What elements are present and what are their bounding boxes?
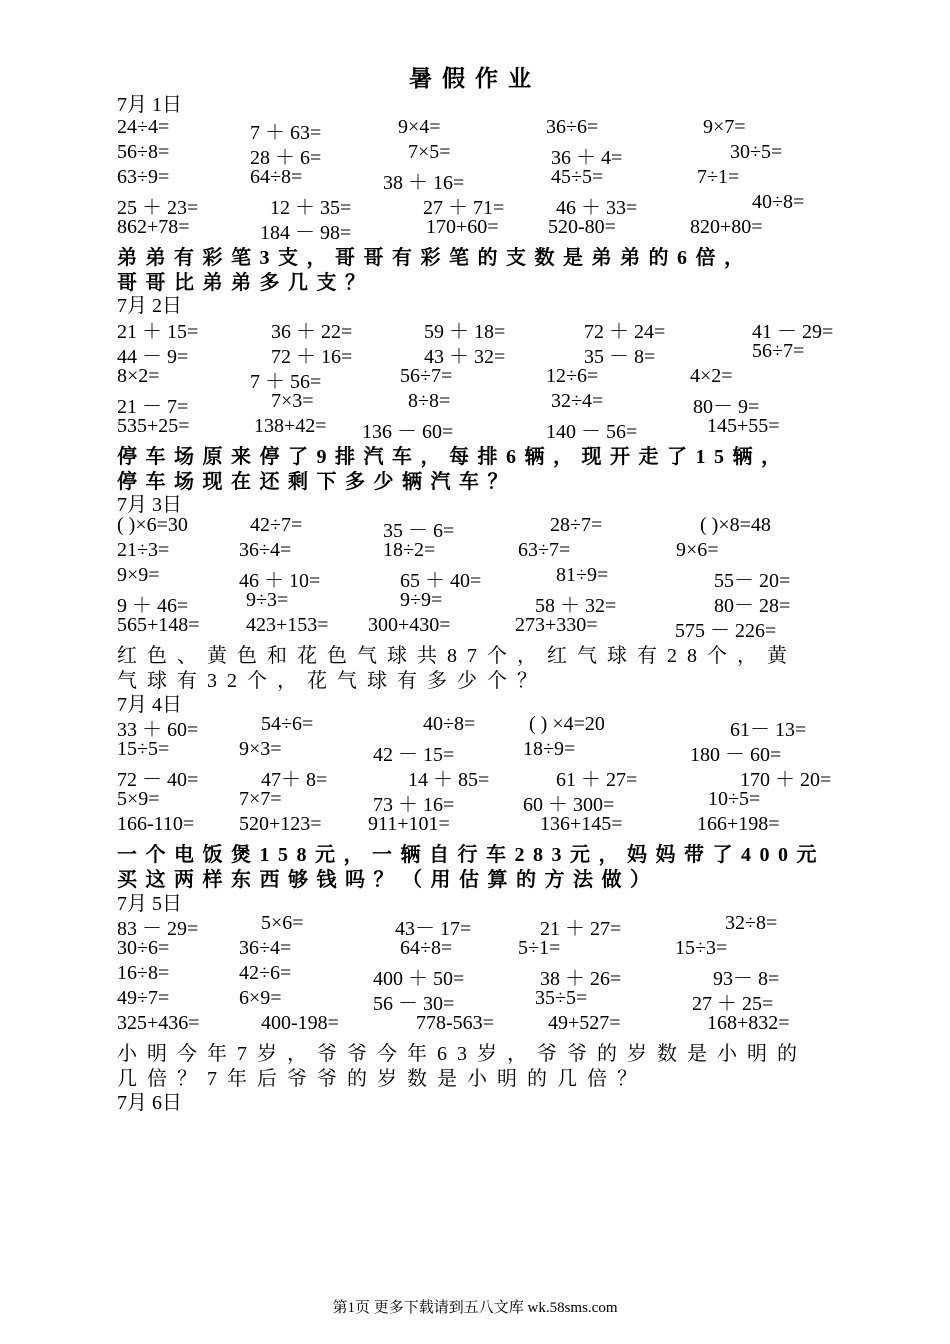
exercise-item: 18÷9= — [523, 738, 576, 760]
exercise-row — [0, 813, 950, 837]
exercise-item: 28 ＋ 6= — [250, 147, 322, 169]
exercise-item: 47＋ 8= — [261, 769, 328, 791]
page-footer: 第1页 更多下载请到五八文库 wk.58sms.com — [332, 1300, 618, 1316]
exercise-row — [0, 738, 950, 766]
exercise-item: 18÷2= — [383, 539, 436, 561]
exercise-item: 25 ＋ 23= — [117, 197, 199, 219]
exercise-item: 565+148= — [117, 614, 200, 636]
exercise-item: 9×6= — [676, 539, 719, 561]
exercise-row — [0, 788, 950, 816]
day-date-label: 7月 1日 — [117, 94, 182, 116]
exercise-item: 7÷1= — [697, 166, 740, 188]
exercise-item: 9÷9= — [400, 589, 443, 611]
exercise-item: 14 ＋ 85= — [408, 769, 490, 791]
exercise-row — [0, 166, 950, 194]
exercise-item: 12÷6= — [546, 365, 599, 387]
exercise-item: 180 － 60= — [690, 744, 782, 766]
exercise-item: 80－ 9= — [693, 396, 760, 418]
exercise-item: 56÷8= — [117, 141, 170, 163]
exercise-row — [0, 340, 950, 368]
day-date-label: 7月 6日 — [117, 1092, 182, 1114]
exercise-item: 9÷3= — [246, 589, 289, 611]
exercise-row — [0, 763, 950, 791]
exercise-item: 145+55= — [707, 415, 780, 437]
word-problem-line: 弟弟有彩笔3支，哥哥有彩笔的支数是弟弟的6倍， — [117, 247, 753, 269]
exercise-item: 7 ＋ 56= — [250, 371, 322, 393]
exercise-item: 166+198= — [697, 813, 780, 835]
word-problem-line: 红色、黄色和花色气球共87个，红气球有28个，黄 — [117, 645, 797, 667]
exercise-item: 520-80= — [548, 216, 616, 238]
exercise-item: 400-198= — [261, 1012, 339, 1034]
word-problem-line: 小明今年7岁，爷爷今年63岁，爷爷的岁数是小明的 — [117, 1043, 807, 1065]
exercise-row — [0, 390, 950, 418]
exercise-item: 56÷7= — [400, 365, 453, 387]
exercise-item: 778-563= — [416, 1012, 494, 1034]
exercise-item: 140 － 56= — [546, 421, 638, 443]
exercise-item: 7×3= — [271, 390, 314, 412]
exercise-item: 59 ＋ 18= — [424, 321, 506, 343]
exercise-item: 45÷5= — [551, 166, 604, 188]
exercise-item: 16÷8= — [117, 962, 170, 984]
exercise-item: 5×6= — [261, 912, 304, 934]
exercise-item: 56÷7= — [752, 340, 805, 362]
exercise-item: 24÷4= — [117, 116, 170, 138]
exercise-row — [0, 1012, 950, 1036]
exercise-item: 862+78= — [117, 216, 190, 238]
exercise-item: 36 ＋ 22= — [271, 321, 353, 343]
exercise-item: 54÷6= — [261, 713, 314, 735]
exercise-item: 8×2= — [117, 365, 160, 387]
exercise-item: 83 － 29= — [117, 918, 199, 940]
exercise-item: 63÷7= — [518, 539, 571, 561]
word-problem-line: 买这两样东西够钱吗？（用估算的方法做） — [117, 869, 659, 891]
exercise-item: 4×2= — [690, 365, 733, 387]
exercise-item: 9×9= — [117, 564, 160, 586]
exercise-item: 423+153= — [246, 614, 329, 636]
exercise-item: 61－ 13= — [730, 719, 807, 741]
exercise-item: 7×7= — [239, 788, 282, 810]
exercise-item: 325+436= — [117, 1012, 200, 1034]
exercise-item: 9×3= — [239, 738, 282, 760]
exercise-item: 820+80= — [690, 216, 763, 238]
exercise-item: 42÷6= — [239, 962, 292, 984]
exercise-row — [0, 564, 950, 592]
exercise-item: 5×9= — [117, 788, 160, 810]
exercise-item: 30÷5= — [730, 141, 783, 163]
exercise-item: 73 ＋ 16= — [373, 794, 455, 816]
exercise-item: 33 ＋ 60= — [117, 719, 199, 741]
exercise-row — [0, 315, 950, 343]
exercise-row — [0, 365, 950, 393]
exercise-item: 61 ＋ 27= — [556, 769, 638, 791]
exercise-item: 166-110= — [117, 813, 195, 835]
exercise-row — [0, 937, 950, 961]
exercise-row — [0, 191, 950, 219]
exercise-item: 35÷5= — [535, 987, 588, 1009]
exercise-item: 64÷8= — [250, 166, 303, 188]
exercise-item: 30÷6= — [117, 937, 170, 959]
exercise-item: 64÷8= — [400, 937, 453, 959]
exercise-row — [0, 987, 950, 1015]
exercise-item: 93－ 8= — [713, 968, 780, 990]
exercise-item: 35 － 6= — [383, 520, 455, 542]
exercise-item: 80－ 28= — [714, 595, 791, 617]
exercise-item: 400 ＋ 50= — [373, 968, 465, 990]
exercise-item: 63÷9= — [117, 166, 170, 188]
exercise-item: 184 － 98= — [260, 222, 352, 244]
exercise-item: 535+25= — [117, 415, 190, 437]
exercise-item: 300+430= — [368, 614, 451, 636]
exercise-item: 27 ＋ 71= — [423, 197, 505, 219]
exercise-item: 49÷7= — [117, 987, 170, 1009]
exercise-row — [0, 539, 950, 563]
exercise-item: 15÷5= — [117, 738, 170, 760]
exercise-item: 36÷4= — [239, 937, 292, 959]
exercise-item: 35 － 8= — [584, 346, 656, 368]
exercise-row — [0, 415, 950, 443]
exercise-item: 136 － 60= — [362, 421, 454, 443]
exercise-row — [0, 216, 950, 244]
exercise-item: 32÷4= — [551, 390, 604, 412]
exercise-row — [0, 116, 950, 144]
exercise-item: 7 ＋ 63= — [250, 122, 322, 144]
exercise-row — [0, 962, 950, 990]
exercise-item: 36÷6= — [546, 116, 599, 138]
exercise-item: 28÷7= — [550, 514, 603, 536]
exercise-item: 72 ＋ 24= — [584, 321, 666, 343]
exercise-item: 168+832= — [707, 1012, 790, 1034]
word-problem-line: 停车场原来停了9排汽车，每排6辆，现开走了15辆， — [117, 446, 790, 468]
exercise-item: 32÷8= — [725, 912, 778, 934]
exercise-item: 138+42= — [254, 415, 327, 437]
exercise-item: 36÷4= — [239, 539, 292, 561]
exercise-item: 273+330= — [515, 614, 598, 636]
exercise-item: 21 － 7= — [117, 396, 189, 418]
exercise-item: 65 ＋ 40= — [400, 570, 482, 592]
exercise-item: 46 ＋ 10= — [239, 570, 321, 592]
exercise-item: 21 ＋ 15= — [117, 321, 199, 343]
exercise-item: 42 － 15= — [373, 744, 455, 766]
exercise-item: 72 ＋ 16= — [271, 346, 353, 368]
exercise-item: 44 － 9= — [117, 346, 189, 368]
exercise-item: 60 ＋ 300= — [523, 794, 615, 816]
exercise-item: 8÷8= — [408, 390, 451, 412]
word-problem-line: 一个电饭煲158元，一辆自行车283元，妈妈带了400元 — [117, 844, 825, 866]
exercise-item: 42÷7= — [250, 514, 303, 536]
exercise-row — [0, 514, 950, 542]
exercise-item: ( ) ×4=20 — [529, 713, 605, 735]
day-date-label: 7月 4日 — [117, 694, 182, 716]
exercise-item: 6×9= — [239, 987, 282, 1009]
word-problem-line: 停车场现在还剩下多少辆汽车？ — [117, 471, 516, 493]
exercise-item: 170+60= — [426, 216, 499, 238]
exercise-item: ( )×8=48 — [700, 514, 771, 536]
exercise-item: 9×7= — [703, 116, 746, 138]
exercise-item: 43 ＋ 32= — [424, 346, 506, 368]
exercise-item: 40÷8= — [423, 713, 476, 735]
exercise-item: 12 ＋ 35= — [270, 197, 352, 219]
exercise-item: 36 ＋ 4= — [551, 147, 623, 169]
exercise-row — [0, 589, 950, 617]
exercise-item: 56 － 30= — [373, 993, 455, 1015]
exercise-item: 27 ＋ 25= — [692, 993, 774, 1015]
exercise-item: 81÷9= — [556, 564, 609, 586]
exercise-item: 170 ＋ 20= — [740, 769, 832, 791]
day-date-label: 7月 5日 — [117, 893, 182, 915]
exercise-item: 7×5= — [408, 141, 451, 163]
exercise-item: 15÷3= — [675, 937, 728, 959]
exercise-item: 5÷1= — [518, 937, 561, 959]
word-problem-line: 哥哥比弟弟多几支？ — [117, 272, 374, 294]
exercise-item: 46 ＋ 33= — [556, 197, 638, 219]
exercise-item: 9 ＋ 46= — [117, 595, 189, 617]
exercise-item: 72 － 40= — [117, 769, 199, 791]
word-problem-line: 几倍？7年后爷爷的岁数是小明的几倍？ — [117, 1068, 647, 1090]
exercise-item: 58 ＋ 32= — [535, 595, 617, 617]
exercise-item: 21÷3= — [117, 539, 170, 561]
exercise-item: 38 ＋ 26= — [540, 968, 622, 990]
day-date-label: 7月 3日 — [117, 494, 182, 516]
exercise-item: 10÷5= — [708, 788, 761, 810]
exercise-item: ( )×6=30 — [117, 514, 188, 536]
exercise-row — [0, 713, 950, 741]
exercise-item: 911+101= — [368, 813, 450, 835]
exercise-item: 575 － 226= — [675, 620, 777, 642]
exercise-item: 21 ＋ 27= — [540, 918, 622, 940]
exercise-item: 9×4= — [398, 116, 441, 138]
exercise-item: 40÷8= — [752, 191, 805, 213]
exercise-row — [0, 614, 950, 642]
exercise-row — [0, 912, 950, 940]
exercise-item: 55－ 20= — [714, 570, 791, 592]
exercise-item: 43－ 17= — [395, 918, 472, 940]
exercise-item: 41 － 29= — [752, 321, 834, 343]
day-date-label: 7月 2日 — [117, 295, 182, 317]
exercise-item: 49+527= — [548, 1012, 621, 1034]
exercise-row — [0, 141, 950, 169]
exercise-item: 38 ＋ 16= — [383, 172, 465, 194]
exercise-item: 136+145= — [540, 813, 623, 835]
word-problem-line: 气球有32个，花气球有多少个？ — [117, 670, 547, 692]
page-title: 暑假作业 — [409, 66, 541, 91]
exercise-item: 520+123= — [239, 813, 322, 835]
